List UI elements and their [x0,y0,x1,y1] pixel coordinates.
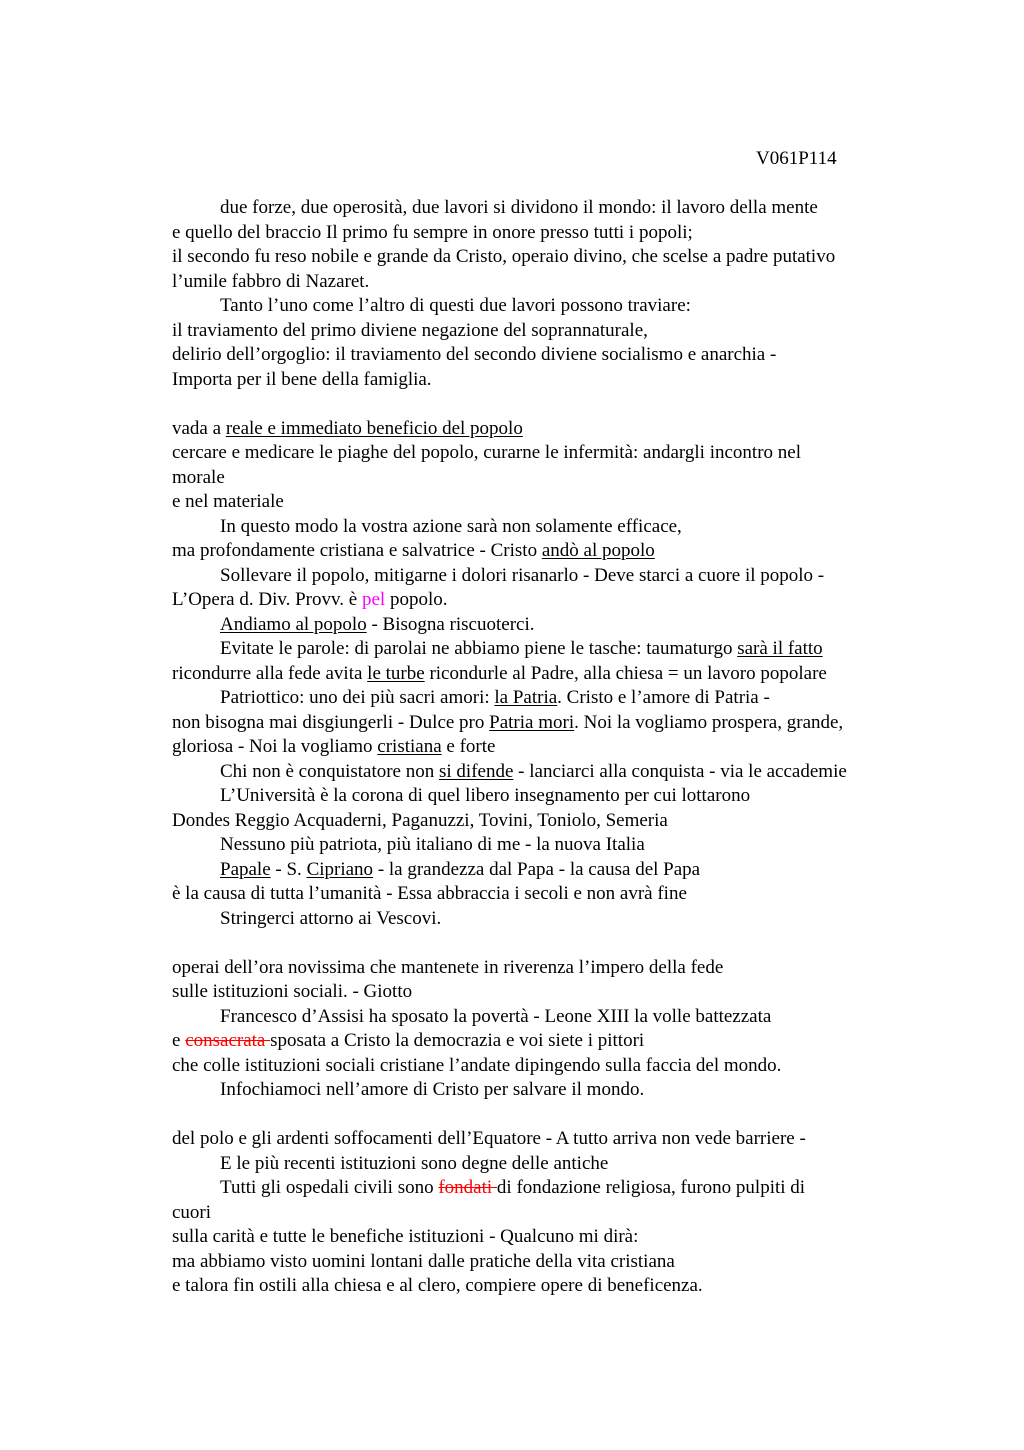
text-line: due forze, due operosità, due lavori si dividono il mondo: il lavoro della mente [220,197,818,218]
text-run: gloriosa - Noi la vogliamo [172,736,378,757]
text-line [172,1029,932,1054]
underlined-text: cristiana [377,736,442,757]
text-line: Francesco d’Assisi ha sposato la povertà - Leone XIII la volle battezzata [220,1005,772,1027]
text-line [172,613,932,638]
text-line [172,539,932,564]
text-run: Evitate le parole: di parolai ne abbiamo piene le tasche: taumaturgo [220,638,738,659]
text-run: ricondurre alla fede avita [172,662,368,684]
paragraph-gap [172,1103,932,1128]
text-run: Chi non è conquistatore non [220,760,439,782]
text-run: di fondazione religiosa, furono pulpiti di [496,1177,806,1198]
text-line: ma abbiamo visto uomini lontani dalle pratiche della vita cristiana [172,1250,675,1272]
underlined-text: Andiamo al popolo [220,613,367,635]
text-line: L’Università è la corona di quel libero insegnamento per cui lottarono [220,785,751,806]
text-run: ricondurle al Padre, alla chiesa = un lavoro popolare [424,662,827,684]
text-line: cercare e medicare le piaghe del popolo, curarne le infermità: andargli incontro nel [172,442,801,463]
text-line: sulle istituzioni sociali. - Giotto [172,981,413,1002]
text-run: - S. [270,858,307,880]
deleted-text: consacrata [185,1030,271,1051]
text-line: Importa per il bene della famiglia. [172,368,432,390]
text-run: - lanciarci alla conquista - via le accademie [513,760,847,782]
text-line: e nel materiale [172,491,284,512]
text-line [172,417,932,442]
text-run: e [172,1030,186,1051]
text-line: In questo modo la vostra azione sarà non solamente efficace, [220,515,682,537]
text-line: Infochiamoci nell’amore di Cristo per salvare il mondo. [220,1079,645,1100]
text-line: operai dell’ora novissima che mantenete in riverenza l’impero della fede [172,956,724,978]
text-line [172,686,932,711]
text-line [172,662,932,687]
text-line: Sollevare il popolo, mitigarne i dolori risanarlo - Deve starci a cuore il popolo - [220,564,825,586]
text-run: e forte [441,736,496,757]
deleted-text: fondati [438,1177,497,1198]
text-line: e talora fin ostili alla chiesa e al clero, compiere opere di beneficenza. [172,1275,703,1296]
inserted-text: pel [361,589,386,610]
underlined-text: si difende [439,760,514,782]
underlined-text: la Patria [494,687,558,708]
text-line: il secondo fu reso nobile e grande da Cristo, operaio divino, che scelse a padre putativo [172,246,836,267]
page-identifier: V061P114 [756,148,837,169]
text-line: cuori [172,1201,212,1223]
text-run: ma profondamente cristiana e salvatrice - Cristo [172,540,542,561]
text-run: . Cristo e l’amore di Patria - [557,687,770,708]
underlined-text: le turbe [367,662,425,684]
text-run: vada a [172,417,226,439]
underlined-text: andò al popolo [541,540,655,561]
text-run: popolo. [385,589,448,610]
text-line: del polo e gli ardenti soffocamenti dell’Equatore - A tutto arriva non vede barriere - [172,1128,806,1149]
text-line: l’umile fabbro di Nazaret. [172,270,370,292]
text-line [172,637,932,662]
paragraph-gap [172,392,932,417]
paragraph-gap [172,931,932,956]
text-line: Nessuno più patriota, più italiano di me - la nuova Italia [220,834,645,855]
text-line: Tanto l’uno come l’altro di questi due lavori possono traviare: [220,295,691,316]
text-run: non bisogna mai disgiungerli - Dulce pro [172,711,490,733]
text-run: - la grandezza dal Papa - la causa del Papa [373,858,701,880]
text-line [172,711,932,736]
text-run: sposata a Cristo la democrazia e voi siete i pittori [270,1030,645,1051]
text-line [172,735,932,760]
text-run: . Noi la vogliamo prospera, grande, [574,711,844,733]
underlined-text: reale e immediato beneficio del popolo [225,417,523,439]
text-run: - Bisogna riscuoterci. [366,613,535,635]
text-line: è la causa di tutta l’umanità - Essa abbraccia i secoli e non avrà fine [172,883,687,904]
text-run: Patriottico: uno dei più sacri amori: [220,687,495,708]
text-line [172,858,932,883]
text-line: e quello del braccio Il primo fu sempre in onore presso tutti i popoli; [172,221,693,243]
underlined-text: sarà il fatto [737,638,823,659]
underlined-text: Patria mori [489,711,575,733]
underlined-text: Papale [220,858,271,880]
text-line: Dondes Reggio Acquaderni, Paganuzzi, Tovini, Toniolo, Semeria [172,809,668,831]
text-line: morale [172,466,225,488]
text-run: L’Opera d. Div. Provv. è [172,589,362,610]
text-line: E le più recenti istituzioni sono degne delle antiche [220,1152,609,1174]
document-body [172,196,932,1299]
text-line [172,760,932,785]
text-line: Stringerci attorno ai Vescovi. [220,907,442,929]
text-line: che colle istituzioni sociali cristiane l’andate dipingendo sulla faccia del mondo. [172,1054,782,1076]
text-line: il traviamento del primo diviene negazione del soprannaturale, [172,319,648,341]
text-run: Tutti gli ospedali civili sono [220,1177,439,1198]
text-line: delirio dell’orgoglio: il traviamento del secondo diviene socialismo e anarchia - [172,344,777,365]
text-line [172,1176,932,1201]
text-line [172,588,932,613]
text-line: sulla carità e tutte le benefiche istituzioni - Qualcuno mi dirà: [172,1226,639,1247]
underlined-text: Cipriano [306,858,374,880]
